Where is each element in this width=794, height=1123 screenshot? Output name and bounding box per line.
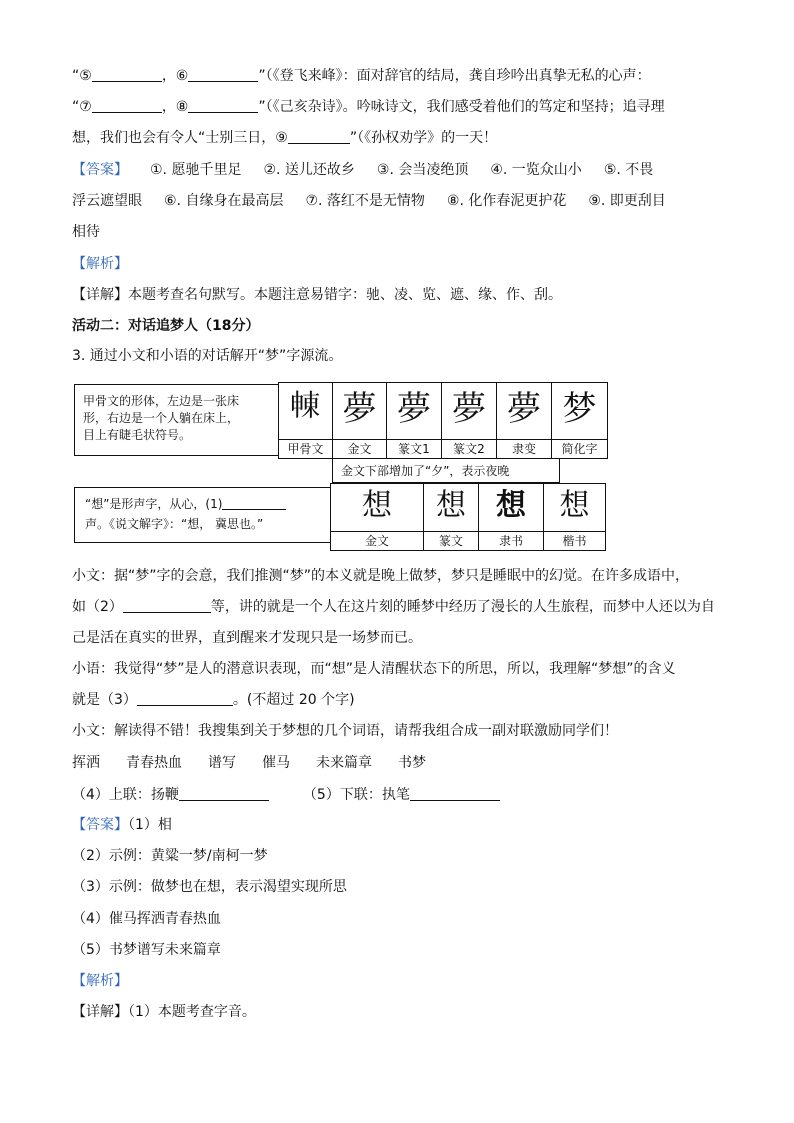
answer2-row-2: （2）示例：黄粱一梦/南柯一梦 [72, 848, 268, 864]
poem-line-1: “⑤ ，⑥ ”（《登飞来峰》：面对辞官的结局，龚自珍吟出真挚无私的心声： [72, 68, 651, 84]
xiang-glyph-seal: 想 [436, 488, 466, 523]
answer-row-1: 【答案】 ①. 愿驰千里足 ②. 送儿还故乡 ③. 会当凌绝顶 ④. 一览众山小 ⑤. 不畏 [72, 162, 654, 178]
blank-q5 [410, 786, 500, 801]
dialog-yu-1b: 就是（3） 。(不超过 20 个字) [72, 692, 355, 708]
glyph-oracle: 𣌾 [290, 389, 321, 424]
dialog-yu-1a: 小语：我觉得“梦”是人的潜意识表现，而“想”是人清醒状态下的所思，所以，我理解“梦想”的含义 [72, 661, 676, 677]
answer-row-3: 相待 [72, 224, 100, 240]
glyph-cell-simplified: 梦 简化字 [551, 382, 608, 459]
glyph-cell-seal2: 夢 篆文2 [441, 382, 497, 459]
xiang-cell-seal: 想 篆文 [423, 483, 479, 551]
bronze-note-box: 金文下部增加了“夕”，表示夜晚 [332, 458, 560, 483]
blank-q3 [137, 691, 233, 706]
xiang-glyph-clerical: 想 [496, 488, 526, 523]
meng-description-box: 甲骨文的形体，左边是一张床 形，右边是一个人躺在床上， 目上有睫毛状符号。 [74, 384, 280, 456]
xiang-cell-regular: 想 楷书 [543, 483, 606, 551]
analysis2-tag: 【解析】 [72, 973, 128, 989]
glyph-cell-oracle: 𣌾 甲骨文 [278, 382, 333, 459]
blank-q2 [123, 598, 211, 613]
answer2-row-5: （5）书梦谱写未来篇章 [72, 942, 221, 958]
xiang-glyph-bronze: 想 [362, 488, 392, 523]
answer2-row-1: 【答案】（1）相 [72, 817, 172, 833]
answer2-row-3: （3）示例：做梦也在想，表示渴望实现所思 [72, 879, 347, 895]
dialog-wen-1c: 己是活在真实的世界，直到醒来才发现只是一场梦而已。 [72, 630, 422, 646]
detail2-line: 【详解】（1）本题考查字音。 [72, 1004, 256, 1020]
blank-8 [188, 98, 258, 113]
glyph-bronze: 夢 [342, 389, 377, 429]
blank-6 [188, 67, 258, 82]
detail-line: 【详解】本题考查名句默写。本题注意易错字：驰、凌、览、遮、缘、作、刮。 [72, 287, 562, 303]
activity-title: 活动二：对话追梦人（18分） [72, 318, 260, 334]
answer2-row-4: （4）催马挥洒青春热血 [72, 911, 221, 927]
xiang-cell-bronze: 想 金文 [330, 483, 424, 551]
answer-row-2: 浮云遮望眼 ⑥. 自缘身在最高层 ⑦. 落红不是无情物 ⑧. 化作春泥更护花 ⑨. 即更刮目 [72, 193, 666, 209]
blank-xiang-1 [222, 497, 286, 510]
glyph-simplified: 梦 [562, 389, 597, 429]
xiang-cell-clerical: 想 隶书 [478, 483, 544, 551]
blank-7 [92, 98, 162, 113]
glyph-seal1: 夢 [397, 389, 431, 429]
dialog-wen-1b: 如（2） 等，讲的就是一个人在这片刻的睡梦中经历了漫长的人生旅程，而梦中人还以为自 [72, 599, 715, 615]
word-bank: 挥洒 青春热血 谱写 催马 未来篇章 书梦 [72, 755, 426, 771]
glyph-clerical-change: 夢 [507, 389, 541, 429]
analysis-tag: 【解析】 [72, 256, 128, 272]
xiang-description-box: “想”是形声字，从心，(1) 声。《说文解字》：“想， 冀思也。” [74, 487, 332, 543]
couplet-line: （4）上联：扬鞭 （5）下联：执笔 [72, 785, 500, 805]
dialog-wen-2: 小文：解读得不错！我搜集到关于梦想的几个词语，请帮我组合成一副对联激励同学们！ [72, 723, 618, 739]
glyph-seal2: 夢 [452, 389, 486, 429]
glyph-cell-bronze: 夢 金文 [332, 382, 387, 459]
blank-5 [92, 67, 162, 82]
poem-line-2: “⑦ ，⑧ ”（《己亥杂诗》。吟咏诗文，我们感受着他们的笃定和坚持；追寻理 [72, 99, 665, 115]
blank-9 [288, 129, 350, 144]
poem-line-3: 想，我们也会有令人“士别三日，⑨ ”（《孙权劝学》的一天！ [72, 130, 498, 146]
question-3: 3. 通过小文和小语的对话解开“梦”字源流。 [72, 348, 343, 364]
blank-q4 [179, 786, 269, 801]
answer-tag: 【答案】 [72, 162, 128, 178]
dialog-wen-1a: 小文：据“梦”字的会意，我们推测“梦”的本义就是晚上做梦，梦只是睡眠中的幻觉。在许多成语中， [72, 568, 690, 584]
glyph-cell-seal1: 夢 篆文1 [386, 382, 442, 459]
glyph-cell-clerical-change: 夢 隶变 [496, 382, 552, 459]
xiang-glyph-regular: 想 [559, 488, 590, 523]
